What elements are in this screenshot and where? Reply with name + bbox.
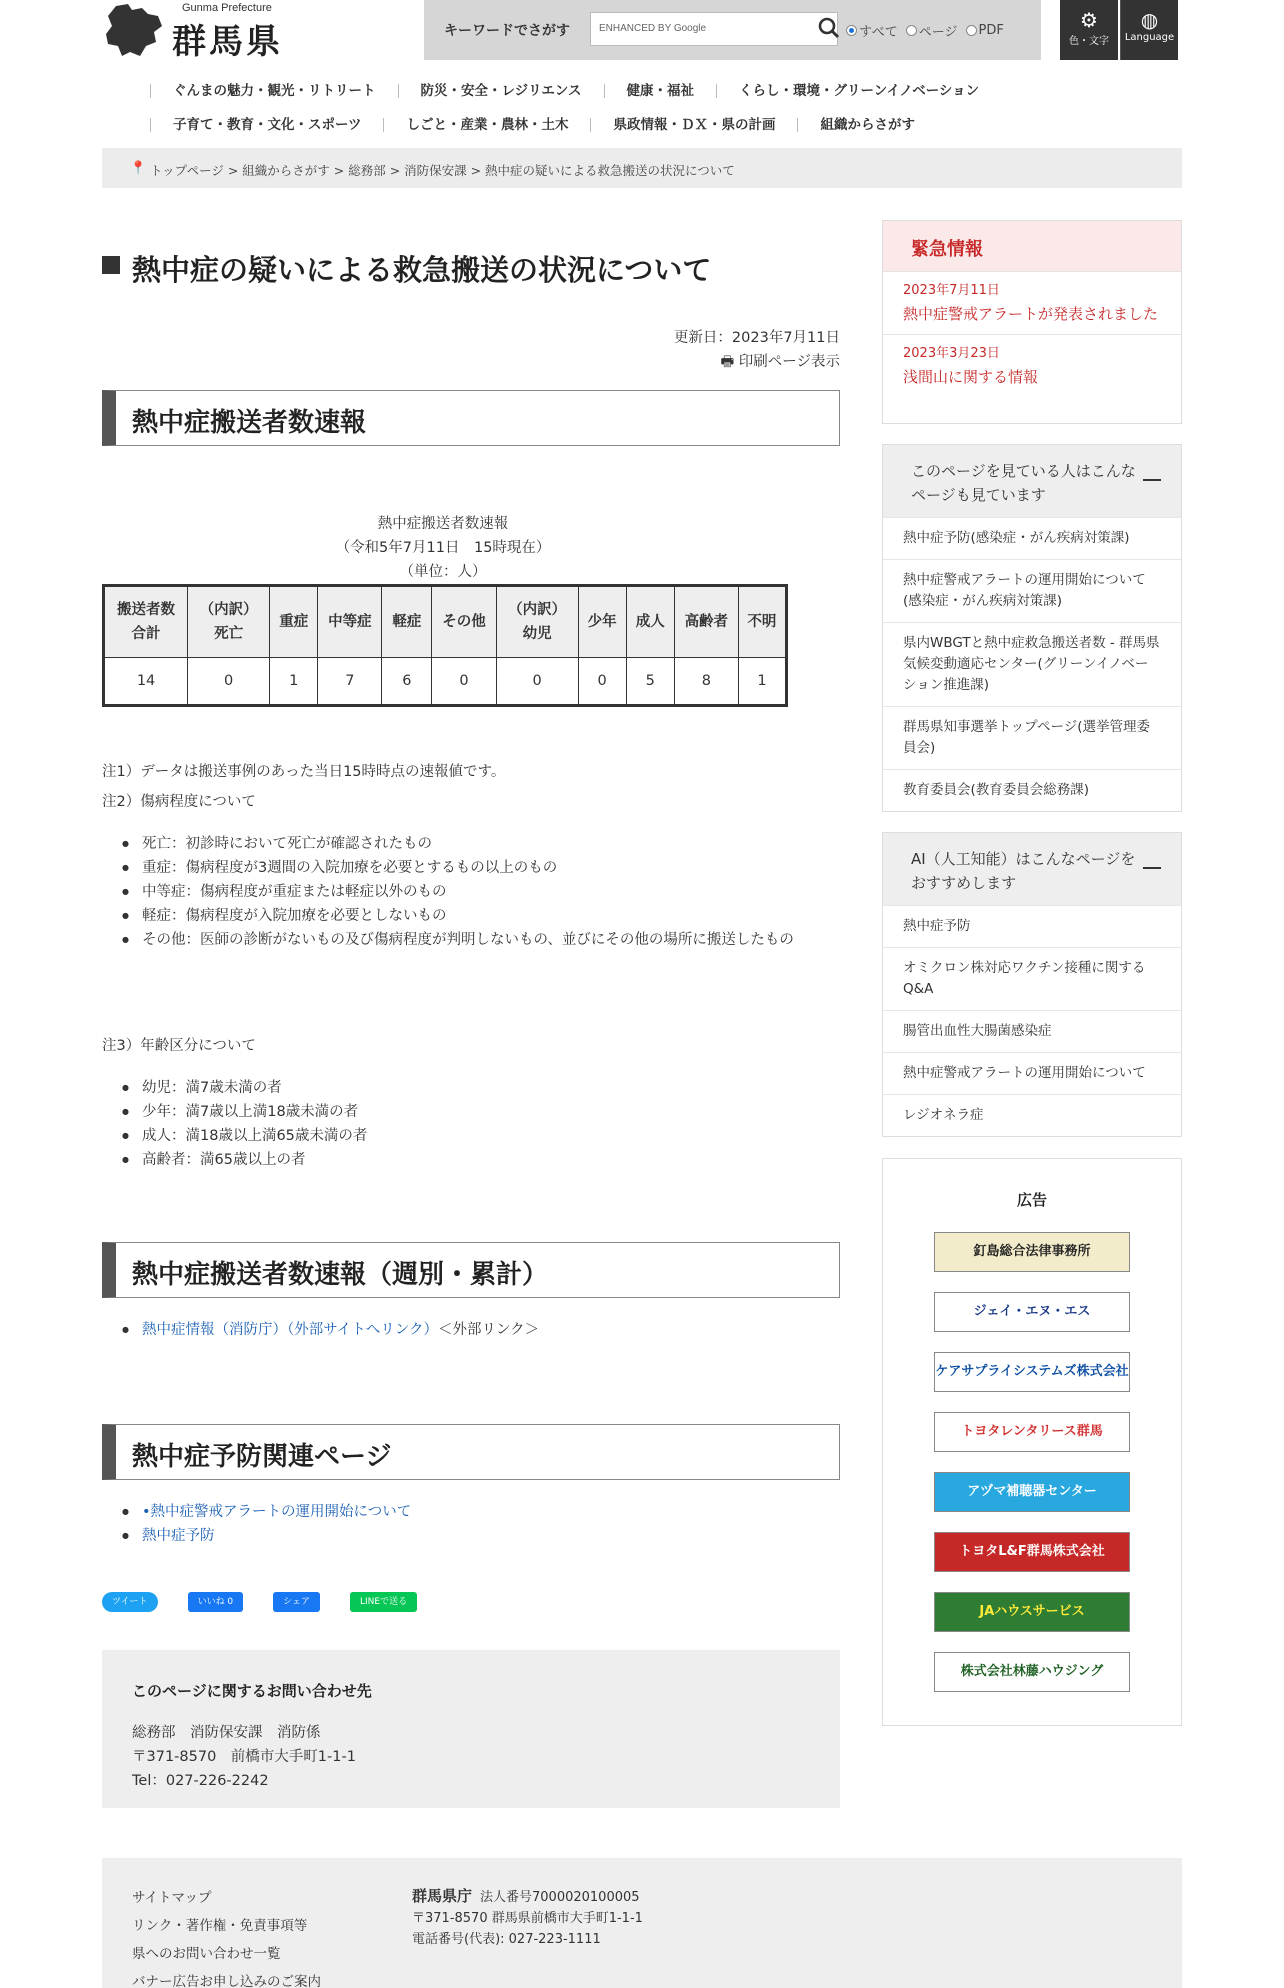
list-item: ● 軽症：傷病程度が入院加療を必要としないもの bbox=[142, 904, 840, 928]
prevention-links bbox=[142, 1500, 411, 1548]
table-caption: 熱中症搬送者数速報 （令和5年7月11日 15時現在） （単位：人） bbox=[335, 516, 551, 580]
location-pin-icon: 📍 bbox=[130, 161, 147, 176]
breadcrumb-path[interactable]: トップページ > 組織からさがす > 総務部 > 消防保安課 > 熱中症の疑いによる救急搬送の状況について bbox=[150, 163, 735, 178]
site-logo[interactable] bbox=[102, 0, 302, 60]
table-header-cell: 不明 bbox=[738, 586, 786, 658]
list-item: ● 少年：満7歳以上満18歳未満の者 bbox=[142, 1100, 367, 1124]
table-header-cell: 搬送者数 合計 bbox=[104, 586, 188, 658]
contact-box bbox=[102, 1650, 840, 1808]
table-cell: 1 bbox=[738, 658, 786, 706]
table-row bbox=[104, 658, 787, 706]
ai-recommend-item[interactable]: 熱中症警戒アラートの運用開始について bbox=[883, 1052, 1181, 1094]
table-cell: 14 bbox=[104, 658, 188, 706]
radio-icon bbox=[846, 25, 857, 36]
search-icon[interactable] bbox=[816, 14, 842, 42]
ads-box bbox=[882, 1158, 1182, 1726]
nav-item-attractions[interactable]: ぐんまの魅力・観光・リトリート bbox=[150, 84, 398, 98]
footer-link-sitemap[interactable]: サイトマップ bbox=[132, 1890, 212, 1906]
table-header-cell: 高齢者 bbox=[674, 586, 738, 658]
list-item bbox=[142, 1524, 411, 1548]
font-color-button[interactable]: ⚙ 色・文字 bbox=[1060, 0, 1118, 60]
ai-recommend-item[interactable]: レジオネラ症 bbox=[883, 1094, 1181, 1136]
weekly-links bbox=[142, 1318, 539, 1342]
table-header-cell: 成人 bbox=[626, 586, 674, 658]
ad-banner[interactable]: 株式会社林藤ハウジング bbox=[934, 1652, 1130, 1692]
table-cell: 0 bbox=[432, 658, 496, 706]
emergency-date: 2023年3月23日 bbox=[903, 346, 1000, 361]
emergency-title: 熱中症警戒アラートが発表されました bbox=[903, 305, 1159, 323]
ai-recommend-item[interactable]: 熱中症予防 bbox=[883, 905, 1181, 947]
footer-org-info bbox=[412, 1886, 643, 1950]
line-share-button[interactable]: LINEで送る bbox=[350, 1592, 417, 1612]
ai-recommend-heading[interactable]: AI（人工知能）はこんなページをおすすめします bbox=[883, 833, 1181, 905]
table-cell: 0 bbox=[496, 658, 578, 706]
collapse-icon[interactable] bbox=[1143, 867, 1161, 869]
footer-links bbox=[132, 1884, 321, 1988]
search-label: キーワードでさがす bbox=[444, 23, 570, 39]
alert-link[interactable]: •熱中症警戒アラートの運用開始について bbox=[142, 1504, 412, 1520]
report-table bbox=[102, 584, 788, 707]
table-header-cell: 重症 bbox=[270, 586, 318, 658]
gear-icon: ⚙ bbox=[1080, 8, 1098, 32]
nav-item-government[interactable]: 県政情報・ＤＸ・県の計画 bbox=[590, 118, 797, 132]
language-button[interactable]: ◍ Language bbox=[1120, 0, 1178, 60]
also-viewed-box bbox=[882, 444, 1182, 812]
ad-banner[interactable]: ジェイ・エヌ・エス bbox=[934, 1292, 1130, 1332]
globe-icon: ◍ bbox=[1140, 8, 1159, 32]
ad-banner[interactable]: アヅマ補聴器センター bbox=[934, 1472, 1130, 1512]
also-viewed-heading[interactable]: このページを見ている人はこんなページも見ています bbox=[883, 445, 1181, 517]
nav-item-living[interactable]: くらし・環境・グリーンイノベーション bbox=[716, 84, 1001, 98]
list-item: ● その他：医師の診断がないもの及び傷病程度が判明しないもの、並びにその他の場所に搬送したもの bbox=[142, 928, 840, 952]
breadcrumb bbox=[102, 148, 1182, 188]
global-nav bbox=[150, 74, 1050, 142]
prevention-link[interactable]: 熱中症予防 bbox=[142, 1528, 215, 1544]
print-link[interactable]: 🖶 印刷ページ表示 bbox=[720, 354, 840, 370]
ad-banner[interactable]: トヨタL&F群馬株式会社 bbox=[934, 1532, 1130, 1572]
tweet-button[interactable]: ツイート bbox=[102, 1592, 158, 1612]
also-viewed-item[interactable]: 熱中症予防(感染症・がん疾病対策課) bbox=[883, 517, 1181, 559]
ai-recommend-item[interactable]: オミクロン株対応ワクチン接種に関するQ&A bbox=[883, 947, 1181, 1010]
table-cell: 7 bbox=[318, 658, 382, 706]
search-input[interactable]: ENHANCED BY Google bbox=[590, 12, 838, 46]
list-item: ● 死亡：初診時において死亡が確認されたもの bbox=[142, 832, 840, 856]
nav-item-health[interactable]: 健康・福祉 bbox=[604, 84, 717, 98]
contact-department: 総務部 消防保安課 消防係 bbox=[132, 1725, 321, 1741]
table-header-cell: （内訳） 死亡 bbox=[188, 586, 270, 658]
table-cell: 5 bbox=[626, 658, 674, 706]
list-item: ● 幼児：満7歳未満の者 bbox=[142, 1076, 367, 1100]
site-header bbox=[102, 0, 1182, 60]
also-viewed-item[interactable]: 教育委員会(教育委員会総務課) bbox=[883, 769, 1181, 811]
list-item: ● 中等症：傷病程度が重症または軽症以外のもの bbox=[142, 880, 840, 904]
ad-banner[interactable]: ケアサプライシステムズ株式会社 bbox=[934, 1352, 1130, 1392]
table-header-cell: その他 bbox=[432, 586, 496, 658]
note-3: 注3）年齢区分について bbox=[102, 1038, 256, 1054]
site-footer bbox=[102, 1858, 1182, 1988]
search-scope-options bbox=[846, 21, 1004, 40]
table-header-cell: 少年 bbox=[578, 586, 626, 658]
updated-date: 更新日：2023年7月11日 bbox=[673, 330, 840, 346]
section-heading-prevention: 熱中症予防関連ページ bbox=[102, 1424, 840, 1480]
facebook-share-button[interactable]: シェア bbox=[273, 1592, 320, 1612]
footer-corp-number: 法人番号7000020100005 bbox=[480, 1890, 640, 1905]
printer-icon: 🖶 bbox=[720, 354, 739, 370]
collapse-icon[interactable] bbox=[1143, 479, 1161, 481]
section-heading-weekly: 熱中症搬送者数速報（週別・累計） bbox=[102, 1242, 840, 1298]
table-header-cell: 軽症 bbox=[382, 586, 432, 658]
search-scope-page[interactable]: ページ bbox=[906, 21, 958, 40]
ai-recommend-box bbox=[882, 832, 1182, 1137]
footer-link-contacts[interactable]: 県へのお問い合わせ一覧 bbox=[132, 1946, 281, 1962]
severity-list bbox=[142, 832, 840, 952]
global-nav-row bbox=[150, 108, 1050, 142]
share-buttons bbox=[102, 1592, 417, 1612]
radio-icon bbox=[966, 25, 977, 36]
contact-phone: Tel：027-226-2242 bbox=[132, 1773, 269, 1789]
logo-english: Gunma Prefecture bbox=[182, 2, 272, 14]
search-area bbox=[424, 0, 1041, 60]
external-link-label: ＜外部リンク＞ bbox=[437, 1322, 540, 1338]
list-item: ● 重症：傷病程度が3週間の入院加療を必要とするもの以上のもの bbox=[142, 856, 840, 880]
also-viewed-item[interactable]: 熱中症警戒アラートの運用開始について(感染症・がん疾病対策課) bbox=[883, 559, 1181, 622]
emergency-title: 浅間山に関する情報 bbox=[903, 368, 1039, 386]
table-header-row bbox=[104, 586, 787, 658]
table-cell: 8 bbox=[674, 658, 738, 706]
logo-japanese: 群馬県 bbox=[172, 22, 283, 62]
emergency-item[interactable] bbox=[883, 271, 1181, 334]
also-viewed-item[interactable]: 群馬県知事選挙トップページ(選挙管理委員会) bbox=[883, 706, 1181, 769]
ad-banner[interactable]: トヨタレンタリース群馬 bbox=[934, 1412, 1130, 1452]
emergency-box bbox=[882, 220, 1182, 424]
global-nav-row bbox=[150, 74, 1050, 108]
nav-item-education[interactable]: 子育て・教育・文化・スポーツ bbox=[150, 118, 383, 132]
nav-item-safety[interactable]: 防災・安全・レジリエンス bbox=[398, 84, 604, 98]
table-cell: 6 bbox=[382, 658, 432, 706]
table-cell: 0 bbox=[188, 658, 270, 706]
page-title: 熱中症の疑いによる救急搬送の状況について bbox=[102, 248, 711, 289]
radio-icon bbox=[906, 25, 917, 36]
table-header-cell: （内訳） 幼児 bbox=[496, 586, 578, 658]
search-scope-pdf[interactable]: PDF bbox=[966, 23, 1004, 38]
contact-address: 〒371-8570 前橋市大手町1-1-1 bbox=[132, 1749, 356, 1765]
ad-banner[interactable]: JAハウスサービス bbox=[934, 1592, 1130, 1632]
table-cell: 1 bbox=[270, 658, 318, 706]
also-viewed-item[interactable]: 県内WBGTと熱中症救急搬送者数 - 群馬県気候変動適応センター(グリーンイノベーション推進課) bbox=[883, 622, 1181, 706]
footer-org-name: 群馬県庁 bbox=[412, 1887, 473, 1905]
ads-heading: 広告 bbox=[1016, 1191, 1047, 1209]
note-1: 注1）データは搬送事例のあった当日15時時点の速報値です。 bbox=[102, 764, 506, 780]
footer-link-copyright[interactable]: リンク・著作権・免責事項等 bbox=[132, 1918, 308, 1934]
contact-heading: このページに関するお問い合わせ先 bbox=[132, 1682, 372, 1700]
note-2: 注2）傷病程度について bbox=[102, 794, 256, 810]
ad-list bbox=[883, 1232, 1181, 1692]
ad-banner[interactable]: 釘島総合法律事務所 bbox=[934, 1232, 1130, 1272]
age-list bbox=[142, 1076, 367, 1172]
nav-item-organization[interactable]: 組織からさがす bbox=[797, 118, 937, 132]
list-item: ● 成人：満18歳以上満65歳未満の者 bbox=[142, 1124, 367, 1148]
fdma-link[interactable]: 熱中症情報（消防庁）（外部サイトへリンク） bbox=[142, 1322, 438, 1338]
gunma-map-icon bbox=[102, 2, 164, 58]
nav-item-industry[interactable]: しごと・産業・農林・土木 bbox=[383, 118, 590, 132]
table-header-cell: 中等症 bbox=[318, 586, 382, 658]
footer-address: 〒371-8570 群馬県前橋市大手町1-1-1 bbox=[412, 1911, 643, 1926]
section-heading-report: 熱中症搬送者数速報 bbox=[102, 390, 840, 446]
emergency-heading: 緊急情報 bbox=[883, 221, 1181, 271]
list-item: ● 高齢者：満65歳以上の者 bbox=[142, 1148, 367, 1172]
emergency-item[interactable] bbox=[883, 334, 1181, 397]
footer-link-banner-ads[interactable]: バナー広告お申し込みのご案内 bbox=[132, 1974, 321, 1988]
emergency-date: 2023年7月11日 bbox=[903, 283, 1000, 298]
ai-recommend-item[interactable]: 腸管出血性大腸菌感染症 bbox=[883, 1010, 1181, 1052]
table-cell: 0 bbox=[578, 658, 626, 706]
search-scope-all[interactable]: すべて bbox=[846, 21, 898, 40]
like-button[interactable]: いいね 0 bbox=[188, 1592, 244, 1612]
list-item bbox=[142, 1318, 539, 1342]
footer-phone: 電話番号(代表): 027-223-1111 bbox=[412, 1932, 601, 1947]
list-item bbox=[142, 1500, 411, 1524]
